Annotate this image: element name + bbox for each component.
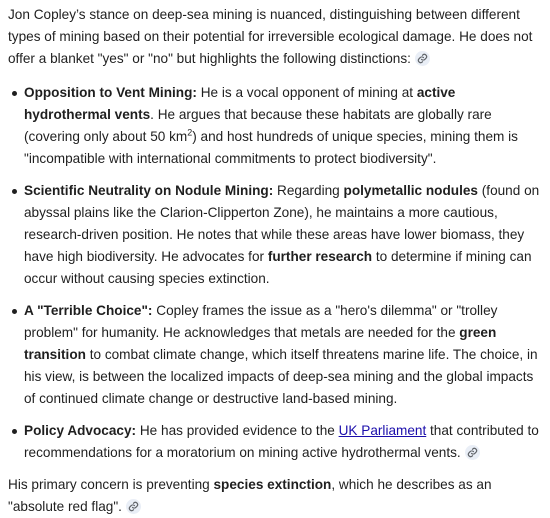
distinctions-list [8, 82, 544, 464]
item-heading: Scientific Neutrality on Nodule Mining: [24, 183, 274, 198]
list-item-terrible-choice: A "Terrible Choice": Copley frames the issue as a "hero's dilemma" or "trolley problem" for humanity. He acknowledges that metals are needed for the green transition to combat climate change, which itself threatens marine life. The choice, in his view, is between the localized impacts of deep-sea mining and the global impacts of continued climate change or destructive land-based mining. [24, 300, 544, 410]
item-heading: A "Terrible Choice": [24, 303, 153, 318]
link-icon [467, 447, 478, 458]
intro-text: Jon Copley’s stance on deep-sea mining is nuanced, distinguishing between different types of mining based on their potential for irreversible ecological damage. He does not offer a blanket "yes" or "no" but highlights the following distinctions: [8, 7, 533, 66]
source-link-chip[interactable] [126, 499, 141, 514]
intro-paragraph [8, 4, 544, 70]
item-heading: Opposition to Vent Mining: [24, 85, 197, 100]
item-heading: Policy Advocacy: [24, 423, 137, 438]
link-icon [128, 501, 139, 512]
source-link-chip[interactable] [415, 51, 430, 66]
uk-parliament-link[interactable]: UK Parliament [338, 423, 427, 438]
link-icon [417, 53, 428, 64]
list-item-nodule-mining: Scientific Neutrality on Nodule Mining: Regarding polymetallic nodules (found on abyssal plains like the Clarion-Clipperton Zone), he maintains a more cautious, research-driven position. He notes that while these areas have lower biomass, they have high biodiversity. He advocates for further research to determine if mining can occur without causing species extinction. [24, 180, 544, 290]
source-link-chip[interactable] [465, 445, 480, 460]
list-item-policy-advocacy: Policy Advocacy: He has provided evidence to the UK Parliament that contributed to recommendations for a moratorium on mining active hydrothermal vents. [24, 420, 544, 464]
outro-paragraph: His primary concern is preventing species extinction, which he describes as an "absolute red flag". [8, 477, 492, 514]
list-item-vent-mining: Opposition to Vent Mining: He is a vocal opponent of mining at active hydrothermal vents. He argues that because these habitats are globally rare (covering only about 50 $km^2$) and host hundreds of unique species, mining them is "incompatible with international commitments to protect biodiversity". [24, 82, 544, 170]
